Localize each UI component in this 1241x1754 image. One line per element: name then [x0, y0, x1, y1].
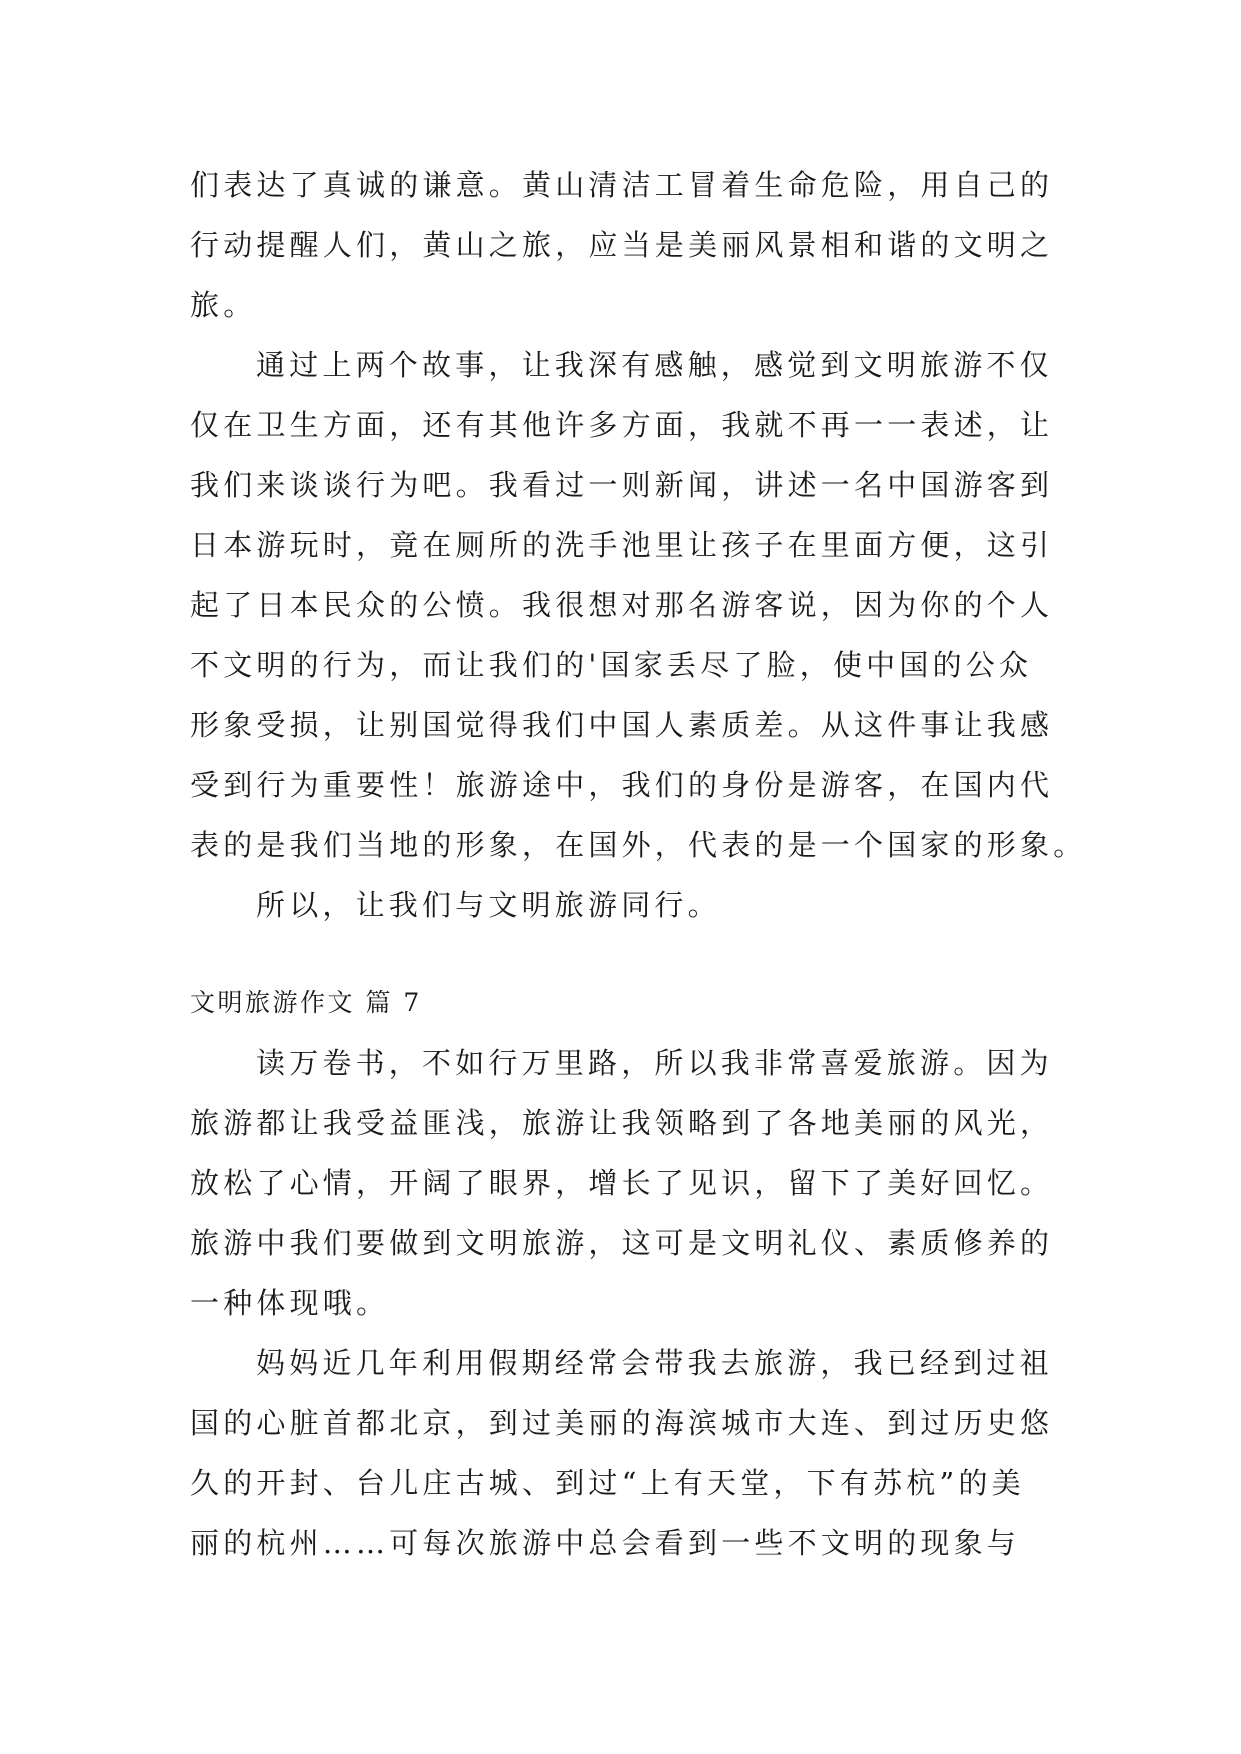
text-line: 起了日本民众的公愤。我很想对那名游客说，因为你的个人: [190, 588, 1054, 622]
text-line: 行动提醒人们，黄山之旅，应当是美丽风景相和谐的文明之: [190, 228, 1054, 262]
text-line: 一种体现哦。: [190, 1286, 390, 1320]
text-line: 久的开封、台儿庄古城、到过“上有天堂，下有苏杭”的美: [190, 1466, 1025, 1500]
text-line: 旅。: [190, 288, 257, 322]
text-line: 仅在卫生方面，还有其他许多方面，我就不再一一表述，让: [190, 408, 1054, 442]
text-line: 国的心脏首都北京，到过美丽的海滨城市大连、到过历史悠: [190, 1406, 1054, 1440]
text-line: 通过上两个故事，让我深有感触，感觉到文明旅游不仅: [256, 348, 1053, 382]
text-line: 们表达了真诚的谦意。黄山清洁工冒着生命危险，用自己的: [190, 168, 1054, 202]
text-line: 不文明的行为，而让我们的'国家丢尽了脸，使中国的公众: [190, 648, 1033, 682]
section-heading: 文明旅游作文 篇 7: [190, 988, 422, 1017]
text-line: 受到行为重要性！旅游途中，我们的身份是游客，在国内代: [190, 768, 1054, 802]
text-line: 读万卷书，不如行万里路，所以我非常喜爱旅游。因为: [256, 1046, 1053, 1080]
text-line: 所以，让我们与文明旅游同行。: [256, 888, 721, 922]
text-line: 表的是我们当地的形象，在国外，代表的是一个国家的形象。: [190, 828, 1087, 862]
text-line: 丽的杭州……可每次旅游中总会看到一些不文明的现象与: [190, 1526, 1021, 1560]
text-line: 旅游中我们要做到文明旅游，这可是文明礼仪、素质修养的: [190, 1226, 1054, 1260]
text-line: 妈妈近几年利用假期经常会带我去旅游，我已经到过祖: [256, 1346, 1053, 1380]
text-line: 旅游都让我受益匪浅，旅游让我领略到了各地美丽的风光，: [190, 1106, 1054, 1140]
text-line: 放松了心情，开阔了眼界，增长了见识，留下了美好回忆。: [190, 1166, 1054, 1200]
text-line: 日本游玩时，竟在厕所的洗手池里让孩子在里面方便，这引: [190, 528, 1054, 562]
text-line: 我们来谈谈行为吧。我看过一则新闻，讲述一名中国游客到: [190, 468, 1054, 502]
text-line: 形象受损，让别国觉得我们中国人素质差。从这件事让我感: [190, 708, 1054, 742]
